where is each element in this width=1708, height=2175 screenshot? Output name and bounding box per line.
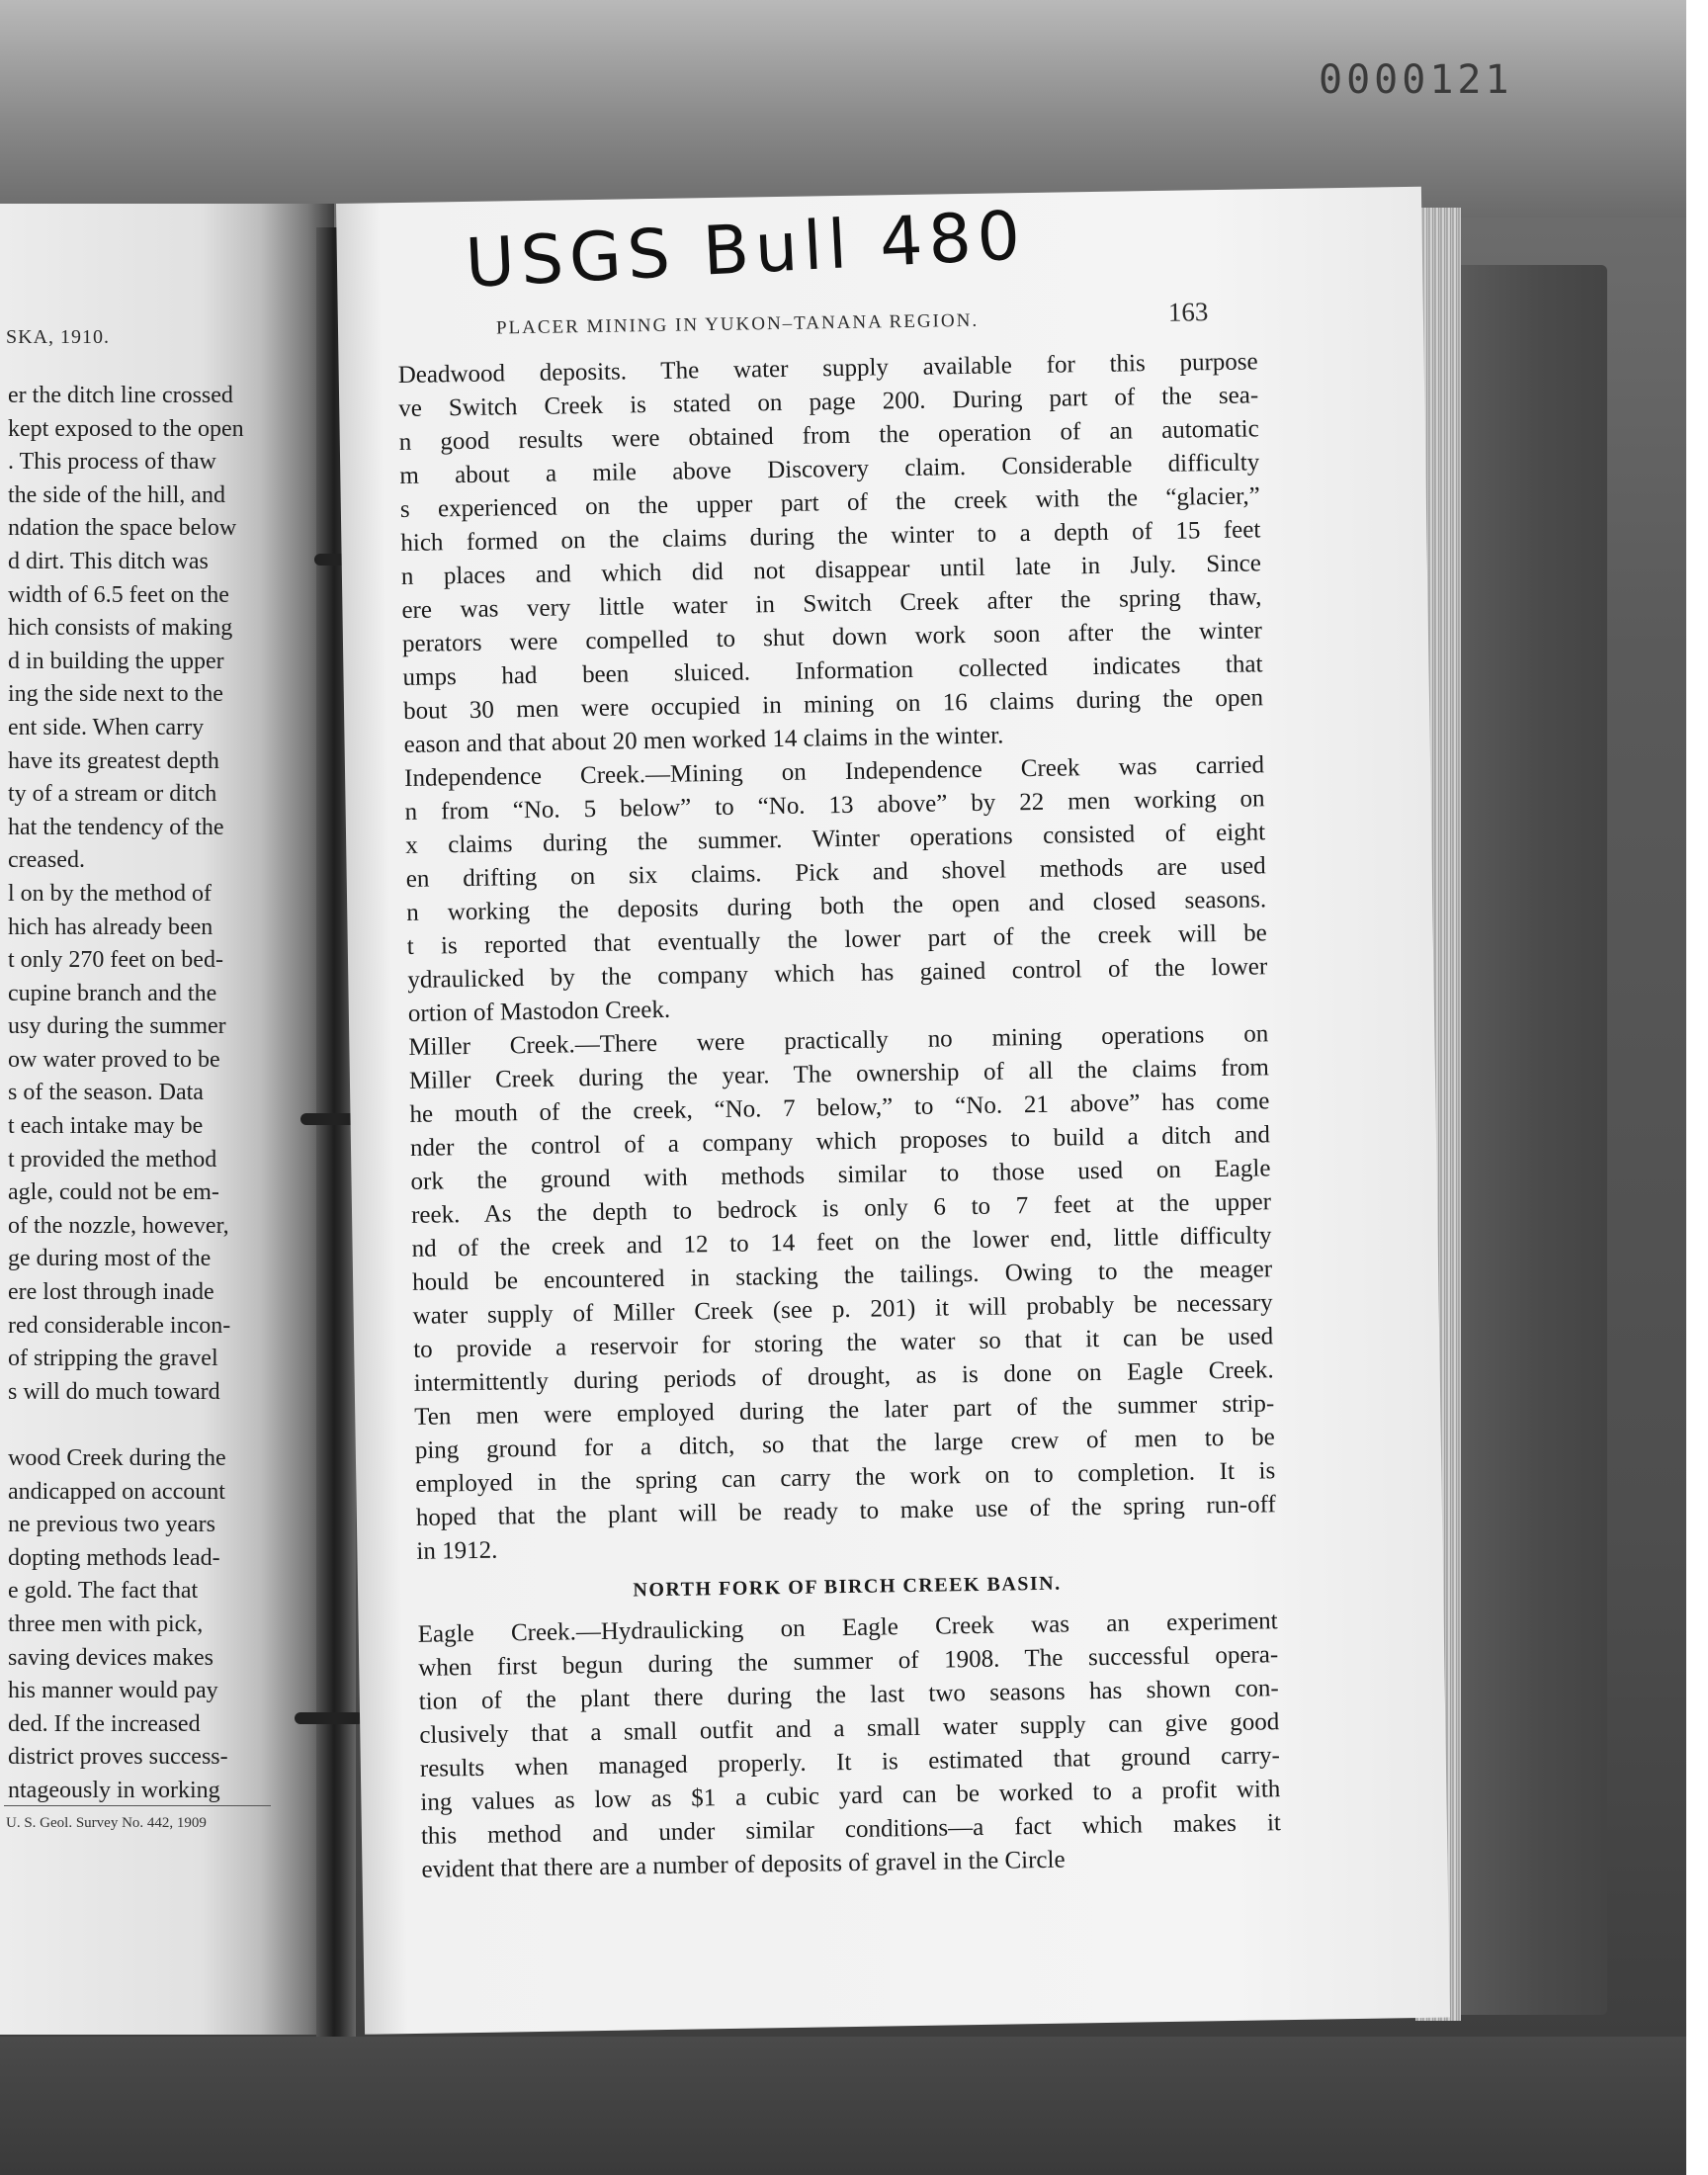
text-line: creased. xyxy=(8,847,85,874)
text-line: he mouth of the creek, “No. 7 below,” to “No. 21 above” has come xyxy=(409,1088,1270,1128)
text-line: hould be encountered in stacking the tailings. Owing to the meager xyxy=(411,1256,1273,1296)
text-line: ow water proved to be xyxy=(8,1046,220,1073)
text-line: usy during the summer xyxy=(8,1013,226,1040)
text-line: ded. If the increased xyxy=(8,1710,201,1737)
text-line: district proves success- xyxy=(8,1744,228,1771)
text-line: employed in the spring can carry the work on to completion. It is xyxy=(415,1457,1276,1498)
text-line: ntageously in working xyxy=(8,1777,220,1803)
paragraph-deadwood xyxy=(397,345,1263,762)
text-line: e gold. The fact that xyxy=(8,1578,199,1605)
text-line: kept exposed to the open xyxy=(8,415,244,442)
text-line: s will do much toward xyxy=(8,1378,220,1405)
text-line: this method and under similar conditions—a fact which makes it xyxy=(420,1809,1282,1850)
text-line: s of the season. Data xyxy=(8,1080,204,1106)
text-line: ne previous two years xyxy=(8,1512,215,1538)
left-page-footer: U. S. Geol. Survey No. 442, 1909 xyxy=(6,1815,207,1831)
text-line: results when managed properly. It is estimated that ground carry- xyxy=(419,1742,1280,1783)
text-line: when first begun during the summer of 1908. The successful opera- xyxy=(418,1641,1279,1682)
text-line: t is reported that eventually the lower part of the creek will be xyxy=(406,919,1267,960)
text-line: of the nozzle, however, xyxy=(8,1212,229,1239)
paragraph-miller-creek xyxy=(408,1017,1276,1569)
text-line: t only 270 feet on bed- xyxy=(8,947,223,974)
text-line: intermittently during periods of drought, as is done on Eagle Creek. xyxy=(413,1356,1274,1397)
text-line: hat the tendency of the xyxy=(8,814,224,840)
text-line: Ten men were employed during the later part of the summer strip- xyxy=(414,1390,1275,1431)
text-line: . This process of thaw xyxy=(8,449,216,476)
text-line: eason and that about 20 men worked 14 claims in the winter. xyxy=(403,722,1004,758)
left-page xyxy=(0,204,334,2035)
text-line: t provided the method xyxy=(8,1146,217,1173)
text-line: en drifting on six claims. Pick and shovel methods are used xyxy=(405,852,1266,893)
text-line xyxy=(8,1409,334,1442)
text-line: s experienced on the upper part of the creek with the “glacier,” xyxy=(399,482,1260,524)
footer-rule xyxy=(4,1805,271,1806)
text-line: Deadwood deposits. The water supply available for this purpose xyxy=(397,348,1258,390)
text-line: ent side. When carry xyxy=(8,714,205,740)
text-line: water supply of Miller Creek (see p. 201) it will probably be necessary xyxy=(412,1289,1273,1330)
text-line: m about a mile above Discovery claim. Considerable difficulty xyxy=(399,449,1260,490)
text-line: dopting methods lead- xyxy=(8,1544,220,1571)
text-line: n places and which did not disappear until late in July. Since xyxy=(400,550,1262,591)
text-line: ping ground for a ditch, so that the large crew of men to be xyxy=(414,1424,1275,1464)
text-line: red considerable incon- xyxy=(8,1312,231,1339)
text-line: n working the deposits during both the open and closed seasons. xyxy=(406,886,1267,926)
paragraph-eagle-creek xyxy=(417,1605,1281,1887)
text-line: umps had been sluiced. Information collected indicates that xyxy=(402,651,1263,691)
text-line: ing values as low as $1 a cubic yard can be worked to a profit with xyxy=(420,1776,1281,1816)
text-line: ork the ground with methods similar to those used on Eagle xyxy=(410,1155,1271,1195)
text-line: Miller Creek.—There were practically no mining operations on xyxy=(408,1020,1269,1061)
page-number: 163 xyxy=(1167,297,1209,327)
text-line: hich formed on the claims during the winter to a depth of 15 feet xyxy=(400,516,1261,558)
text-line: ty of a stream or ditch xyxy=(8,781,217,808)
text-line: in 1912. xyxy=(416,1536,498,1565)
text-line: d in building the upper xyxy=(8,648,224,674)
text-line: nder the control of a company which proposes to build a ditch and xyxy=(409,1121,1271,1162)
text-line: x claims during the summer. Winter operations consisted of eight xyxy=(404,819,1266,859)
left-page-text xyxy=(8,380,334,1808)
text-line: andicapped on account xyxy=(8,1478,225,1505)
text-line: his manner would pay xyxy=(8,1678,218,1704)
scan-number: 0000121 xyxy=(1319,57,1513,103)
text-line: hoped that the plant will be ready to make use of the spring run-off xyxy=(415,1491,1276,1531)
text-line: width of 6.5 feet on the xyxy=(8,581,229,608)
text-line: n good results were obtained from the operation of an automatic xyxy=(398,415,1259,457)
text-line: n from “No. 5 below” to “No. 13 above” by 22 men working on xyxy=(404,785,1265,826)
text-line: reek. As the depth to bedrock is only 6 to 7 feet at the upper xyxy=(410,1188,1272,1229)
text-line: evident that there are a number of deposits of gravel in the Circle xyxy=(421,1846,1066,1883)
text-line: ndation the space below xyxy=(8,515,237,542)
text-line: of stripping the gravel xyxy=(8,1346,218,1372)
binding-clip xyxy=(295,1712,364,1724)
text-line: hich consists of making xyxy=(8,615,233,642)
section-heading: NORTH FORK OF BIRCH CREEK BASIN. xyxy=(633,1572,1062,1602)
running-head: PLACER MINING IN YUKON–TANANA REGION. xyxy=(495,309,980,339)
text-line: ortion of Mastodon Creek. xyxy=(407,996,671,1027)
text-line: ve Switch Creek is stated on page 200. During part of the sea- xyxy=(398,382,1259,423)
text-line: ere was very little water in Switch Creek after the spring thaw, xyxy=(401,583,1262,625)
text-line: cupine branch and the xyxy=(8,980,217,1006)
text-line: Independence Creek.—Mining on Independence Creek was carried xyxy=(403,751,1265,792)
book-board xyxy=(1439,265,1607,2015)
text-line: ere lost through inade xyxy=(8,1279,214,1306)
text-line: saving devices makes xyxy=(8,1644,214,1671)
text-line: have its greatest depth xyxy=(8,747,219,774)
page-body xyxy=(397,345,1281,1886)
text-line: hich has already been xyxy=(8,914,214,940)
text-line: the side of the hill, and xyxy=(8,481,225,508)
handwritten-note: USGS Bull 480 xyxy=(464,197,1028,304)
text-line: agle, could not be em- xyxy=(8,1179,219,1206)
text-line: ydraulicked by the company which has gained control of the lower xyxy=(407,953,1268,994)
text-line: t each intake may be xyxy=(8,1113,204,1140)
text-line: Eagle Creek.—Hydraulicking on Eagle Creek was an experiment xyxy=(417,1608,1278,1648)
right-page xyxy=(336,187,1450,2035)
text-line: to provide a reservoir for storing the water so that it can be used xyxy=(413,1323,1274,1363)
text-line: ge during most of the xyxy=(8,1246,212,1272)
scan-bottom-shadow xyxy=(0,2037,1686,2175)
paragraph-independence-creek xyxy=(404,748,1268,1031)
text-line: three men with pick, xyxy=(8,1610,204,1637)
text-line: ing the side next to the xyxy=(8,681,223,708)
text-line: wood Creek during the xyxy=(8,1445,226,1471)
text-line: l on by the method of xyxy=(8,880,212,907)
text-line: tion of the plant there during the last two seasons has shown con- xyxy=(418,1675,1279,1715)
text-line: d dirt. This ditch was xyxy=(8,548,209,574)
text-line: Miller Creek during the year. The ownership of all the claims from xyxy=(408,1054,1270,1094)
text-line: bout 30 men were occupied in mining on 16 claims during the open xyxy=(402,684,1264,725)
scan-top-shadow xyxy=(0,0,1686,218)
left-running-head: SKA, 1910. xyxy=(6,326,111,348)
text-line: er the ditch line crossed xyxy=(8,383,233,408)
text-line: perators were compelled to shut down work soon after the winter xyxy=(401,617,1263,658)
text-line: clusively that a small outfit and a small water supply can give good xyxy=(419,1708,1280,1749)
text-line: nd of the creek and 12 to 14 feet on the lower end, little difficulty xyxy=(411,1222,1272,1262)
